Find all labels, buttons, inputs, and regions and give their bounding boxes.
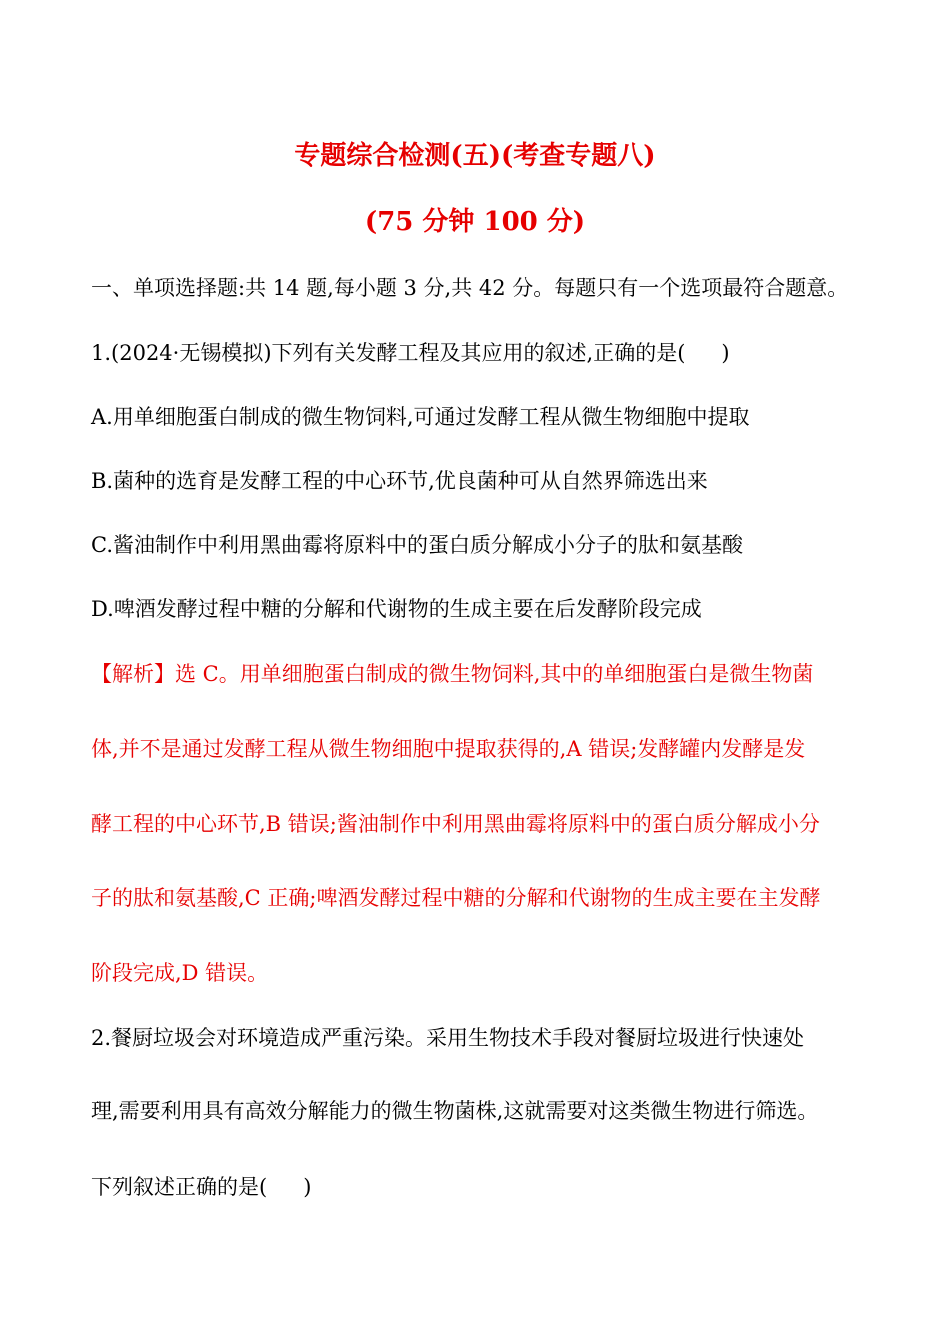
question-2-stem-line: 2.餐厨垃圾会对环境造成严重污染。采用生物技术手段对餐厨垃圾进行快速处 xyxy=(91,1026,805,1050)
section-heading: 一、单项选择题:共 14 题,每小题 3 分,共 42 分。每题只有一个选项最符合题意。 xyxy=(91,276,849,300)
question-1-stem xyxy=(91,338,730,368)
question-1-option-c: C.酱油制作中利用黑曲霉将原料中的蛋白质分解成小分子的肽和氨基酸 xyxy=(91,533,743,557)
document-subtitle: (75 分钟 100 分) xyxy=(364,207,586,237)
question-1-stem-close: ) xyxy=(721,341,730,365)
question-2-stem-line: 理,需要利用具有高效分解能力的微生物菌株,这就需要对这类微生物进行筛选。 xyxy=(91,1099,819,1123)
question-1-stem-text: 1.(2024·无锡模拟)下列有关发酵工程及其应用的叙述,正确的是( xyxy=(91,341,686,365)
question-2-stem-close: ) xyxy=(303,1175,312,1199)
question-1-analysis-line: 【解析】选 C。用单细胞蛋白制成的微生物饲料,其中的单细胞蛋白是微生物菌 xyxy=(91,662,814,686)
question-1-analysis-line: 酵工程的中心环节,B 错误;酱油制作中利用黑曲霉将原料中的蛋白质分解成小分 xyxy=(91,812,820,836)
document-title: 专题综合检测(五)(考查专题八) xyxy=(294,141,656,171)
question-1-option-a: A.用单细胞蛋白制成的微生物饲料,可通过发酵工程从微生物细胞中提取 xyxy=(91,405,750,429)
question-1-analysis-line: 子的肽和氨基酸,C 正确;啤酒发酵过程中糖的分解和代谢物的生成主要在主发酵 xyxy=(91,886,821,910)
question-1-analysis-line: 阶段完成,D 错误。 xyxy=(91,961,269,985)
question-1-option-b: B.菌种的选育是发酵工程的中心环节,优良菌种可从自然界筛选出来 xyxy=(91,469,708,493)
question-1-option-d: D.啤酒发酵过程中糖的分解和代谢物的生成主要在后发酵阶段完成 xyxy=(91,597,702,621)
question-2-stem-last xyxy=(91,1172,311,1202)
question-2-stem-text: 下列叙述正确的是( xyxy=(91,1175,268,1199)
question-1-analysis-line: 体,并不是通过发酵工程从微生物细胞中提取获得的,A 错误;发酵罐内发酵是发 xyxy=(91,737,806,761)
